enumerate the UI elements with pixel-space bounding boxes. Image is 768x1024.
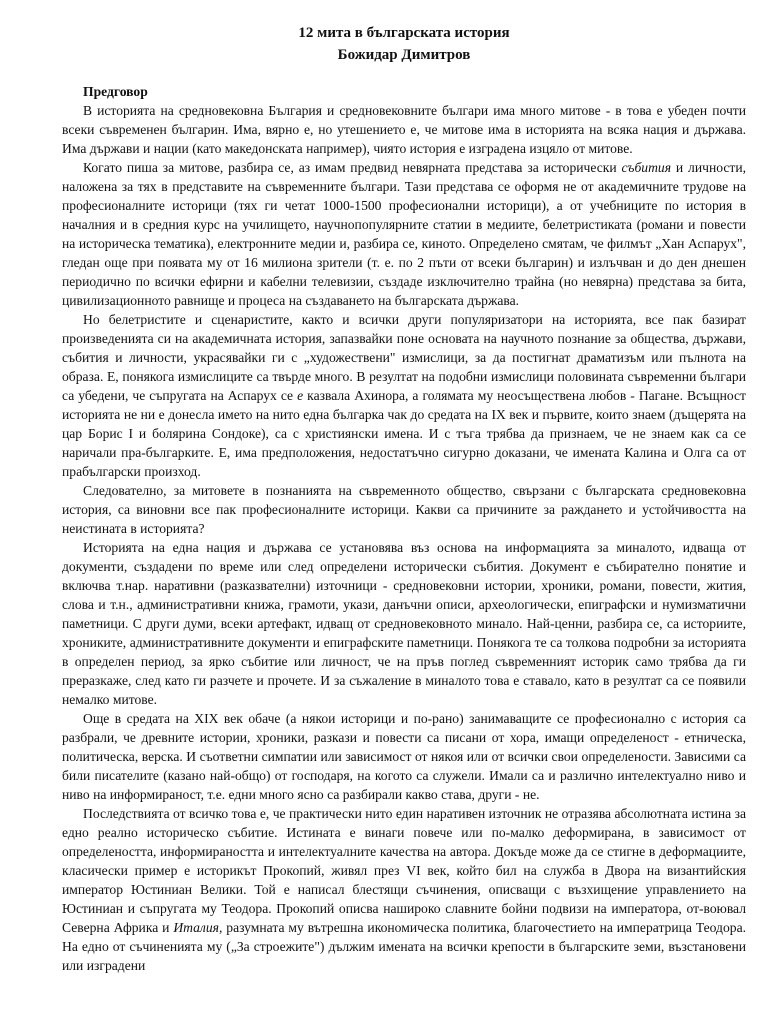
document-title: 12 мита в българската история bbox=[298, 25, 510, 41]
paragraph-text: разумната му вътрешна икономическа политика, благочестието на императрица Теодора. На едно от съчиненията му („За строежите") дължим имената на всички крепости в българските земи, възстановени или изградени bbox=[62, 920, 746, 973]
italic-text: Италия, bbox=[173, 920, 223, 935]
body-paragraph bbox=[62, 158, 746, 310]
body-paragraph bbox=[62, 538, 746, 709]
paragraph-text: Следователно, за митовете в познанията на съвременното общество, свързани с българската средновековна история, са виновни все пак професионалните историци. Какви са причините за раждането и устойчивостта на неистината в историята? bbox=[62, 483, 746, 536]
body-paragraph bbox=[62, 804, 746, 975]
italic-text: събития bbox=[621, 160, 672, 175]
body-paragraph bbox=[62, 101, 746, 158]
body-paragraph bbox=[62, 481, 746, 538]
paragraph-text: Когато пиша за митове, разбира се, аз имам предвид невярната представа за исторически bbox=[83, 160, 622, 175]
italic-text: е bbox=[297, 388, 304, 403]
paragraph-text: В историята на средновековна България и средновековните българи има много митове - в това е убеден почти всеки съвременен българин. Има, вярно е, но утешението е, че митове има в историята на всяка нация и държава. Има държави и нации (като македонската например), чиято история е изградена изцяло от митове. bbox=[62, 103, 746, 156]
paragraph-text: Историята на една нация и държава се установява въз основа на информацията за миналото, идваща от документи, създадени по време или след определени исторически събития. Документ е събирателно понятие и включва т.нар. наративни (разказвателни) източници - средновековни истории, хроники, романи, повести, жития, слова и т.н., административни книжа, грамоти, укази, данъчни описи, археологически, епиграфски и нумизматични паметници. С други думи, всеки артефакт, идващ от средновековното минало. Най-ценни, разбира се, са историите, хрониките, административните документи и епиграфските паметници. Понякога те са толкова подробни за историята в определен период, за ярко събитие или личност, че на пръв поглед съвременният историк само трябва да ги преразкаже, след като ги разчете и прочете. И за съжаление в миналото това е ставало, като в резултат са се появили немалко митове. bbox=[62, 540, 746, 707]
paragraph-text: Последствията от всичко това е, че практически нито един наративен източник не отразява абсолютната истина за едно реално историческо събитие. Истината е винаги повече или по-малко деформирана, в зависимост от определеността, информираността и интелектуалните качества на автора. Докъде може да се стигне в деформациите, класически пример е историкът Прокопий, живял през VI век, който бил на служба в Двора на византийския император Юстиниан Велики. Той е написал блестящи съчинения, описващи с възхищение управлението на Юстиниан и съпругата му Теодора. Прокопий описва нашироко славните бойни подвизи на императора, от-воювал Северна Африка и bbox=[62, 806, 746, 935]
document-author: Божидар Димитров bbox=[337, 47, 471, 63]
paragraph-text: и личности, наложена за тях в представите на съвременните българи. Тази представа се оформя не от академичните трудове на професионалните историци (тях ги четат 1000-1500 професионални историци), а от учебниците по история в началния и в средния курс на училището, научнопопулярните статии в медиите, белетристиката (романи и повести на историческа тематика), електронните медии и, разбира се, киното. Определено смятам, че филмът „Хан Аспарух", гледан още при появата му от 16 милиона зрители (т. е. по 2 пъти от всеки българин) и излъчван и до ден днешен периодично по всички ефирни и кабелни телевизии, създаде изключително трайна (но невярна) представа за бита, цивилизационното равнище и процеса на създаването на българската държава. bbox=[62, 160, 746, 308]
paragraph-text: Още в средата на XIX век обаче (а някои историци и по-рано) занимаващите се професионално с история са разбрали, че древните истории, хроники, разкази и повести са писани от хора, имащи определеност - етническа, политическа, верска. И съответни симпатии или зависимост от някоя или от всички свои определености. Зависими са били писателите (казано най-общо) от господаря, на когото са служели. Имали са и различно интелектуално ниво и ниво на информираност, т.е. едни много ясно са разбирали какво става, други - не. bbox=[62, 711, 746, 802]
body-paragraph bbox=[62, 310, 746, 481]
paragraph-text: казвала Ахинора, а голямата му неосъществена любов - Пагане. Всъщност историята не ни е донесла името на нито една българка чак до средата на IX век и първите, които знаем (дъщерята на цар Борис I и болярина Сондоке), са с християнски имена. И с тъга трябва да признаем, че не знаем как са се наричали пра-българките. Е, има предположения, недостатъчно сигурно доказани, че имената Калина и Олга са от прабългарски произход. bbox=[62, 388, 746, 479]
section-heading: Предговор bbox=[83, 84, 148, 99]
body-paragraph bbox=[62, 709, 746, 804]
paragraph-text: Но белетристите и сценаристите, както и всички други популяризатори на историята, все пак базират произведенията си на академичната история, запазвайки поне основата на научното познание за общества, държави, събития и личности, украсявайки ги с „художествени" измислици, за да постигнат драматизъм или пълнота на образа. Е, понякога измислиците са твърде много. В резултат на подобни измислици половината съвременни българи са убедени, че съпругата на Аспарух се bbox=[62, 312, 746, 403]
body-text bbox=[62, 101, 746, 975]
document-page bbox=[62, 22, 746, 975]
